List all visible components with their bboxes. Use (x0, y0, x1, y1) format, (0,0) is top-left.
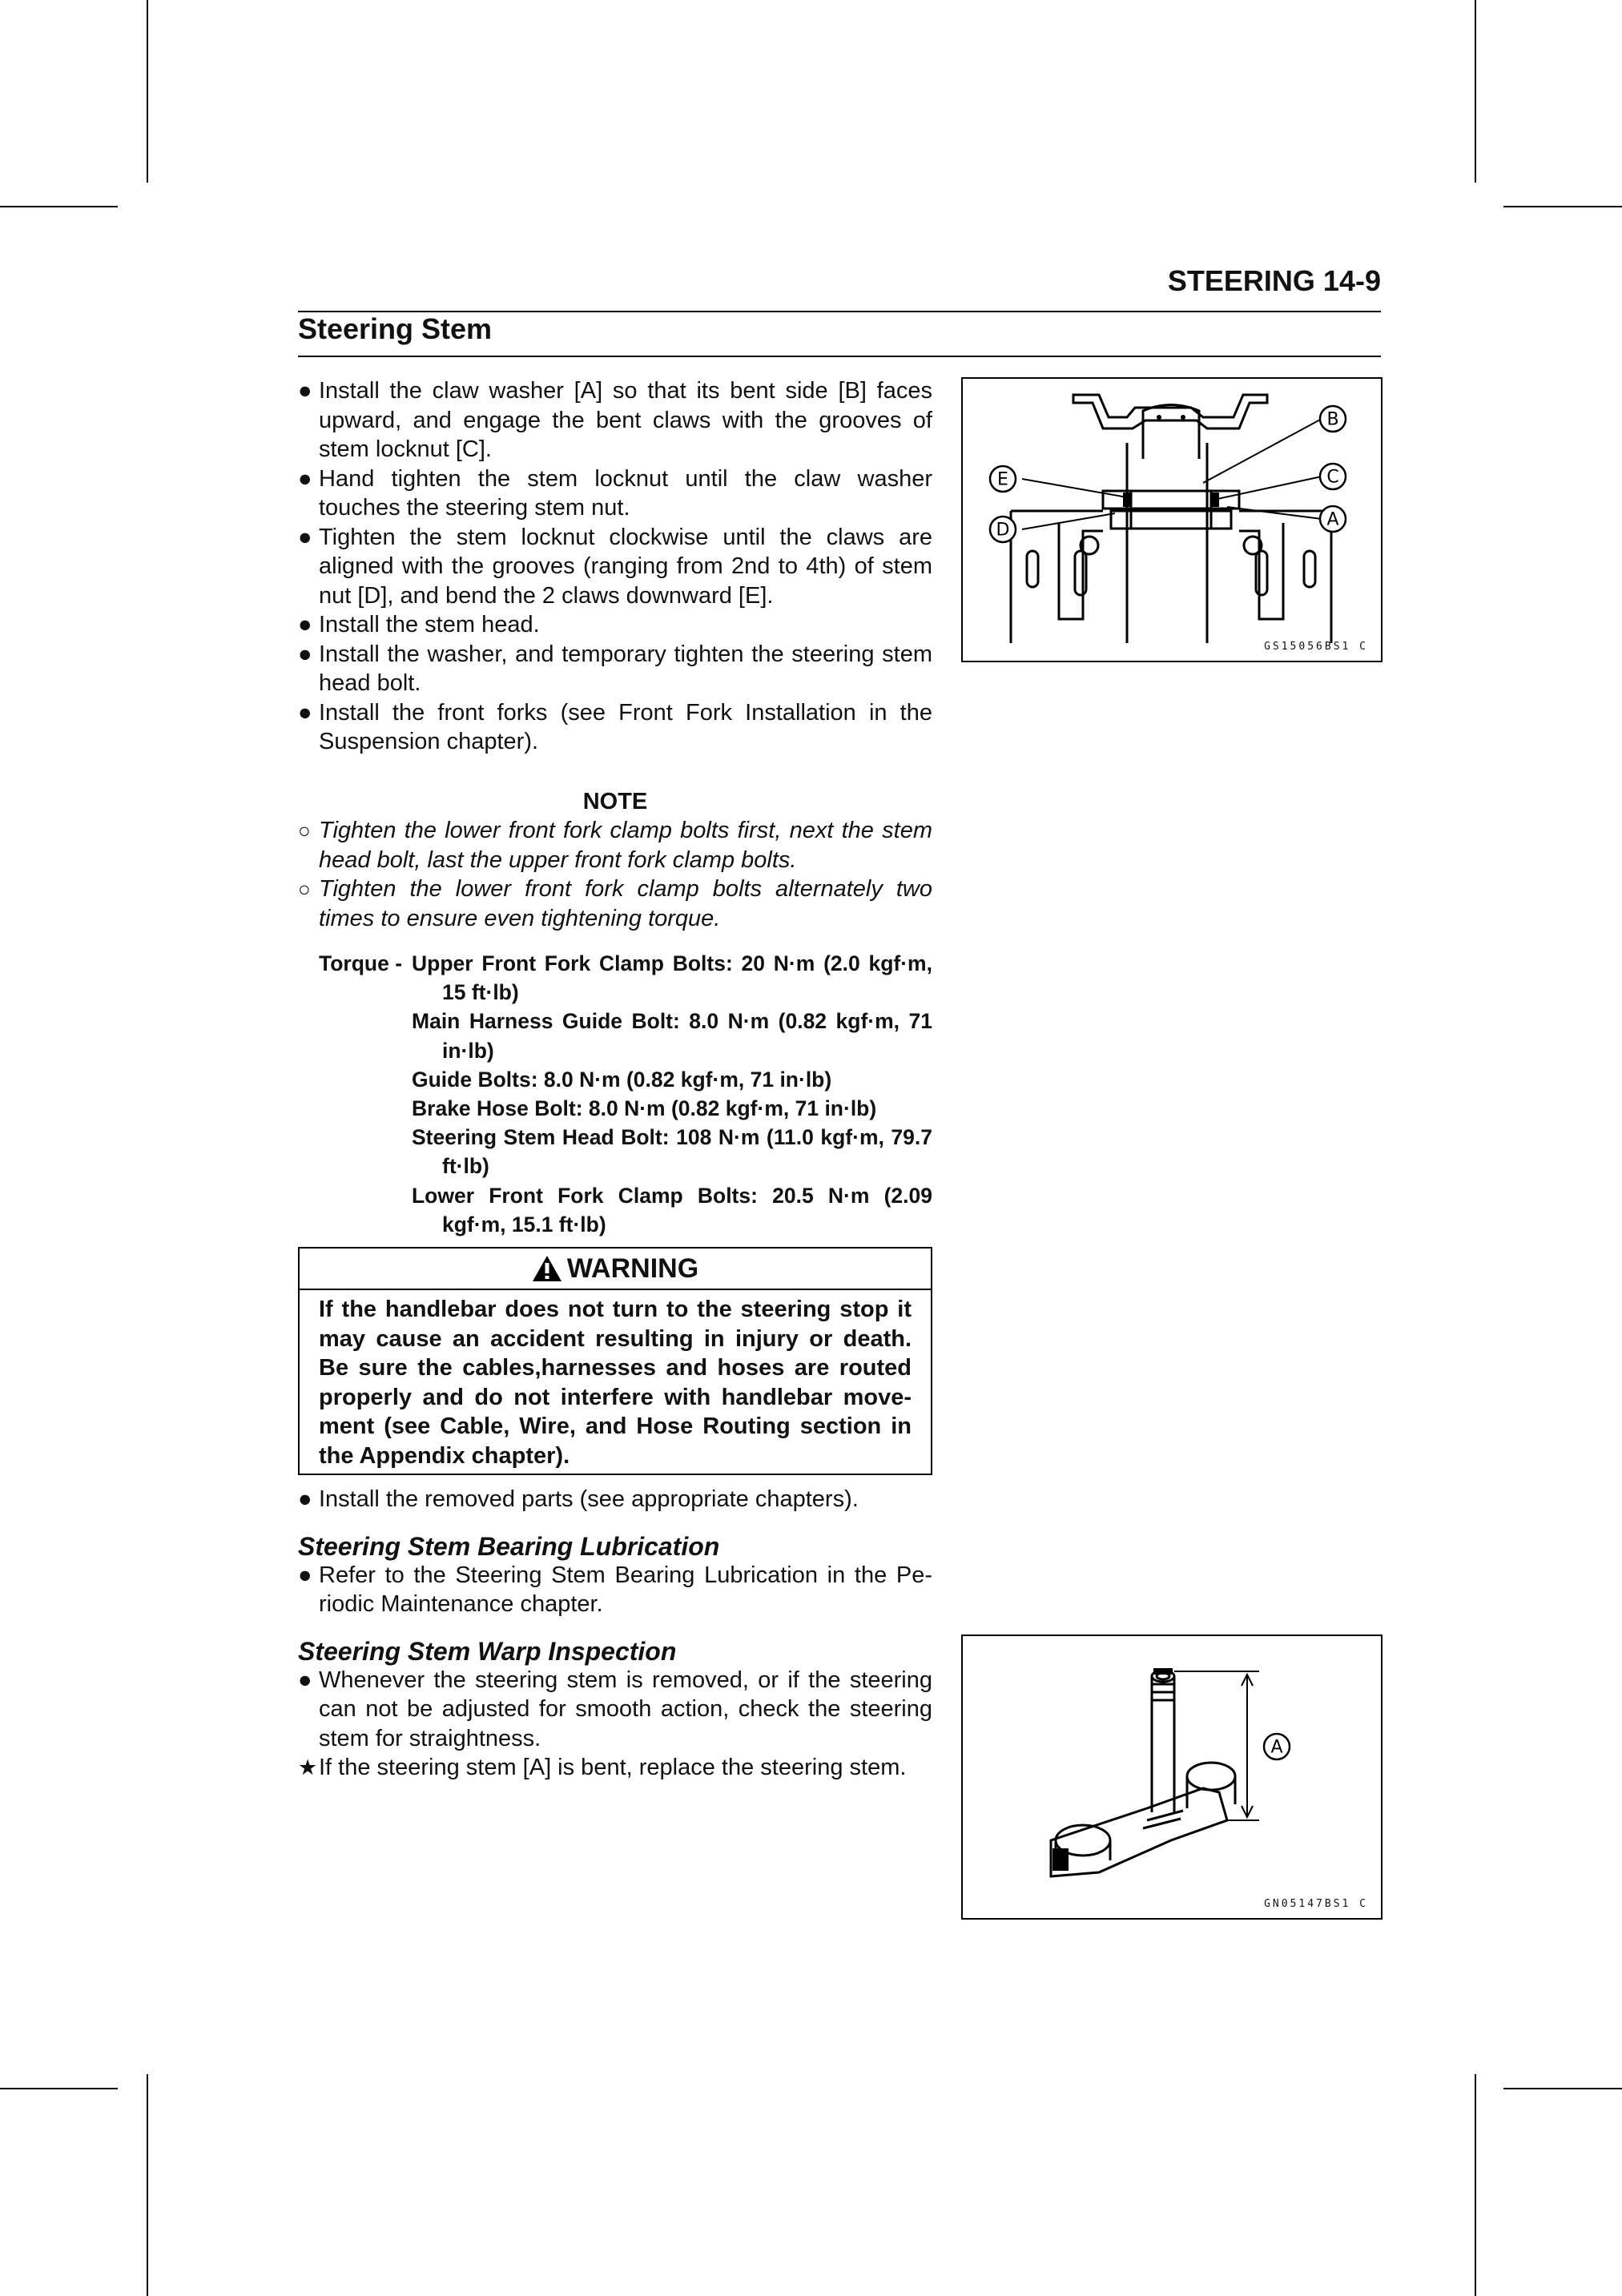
callout-label: B (1326, 409, 1339, 430)
callout-label: E (997, 469, 1008, 490)
stem-locknut-diagram (963, 379, 1381, 661)
torque-item: Steering Stem Head Bolt: 108 N·m (11.0 kgf·m, 79.7 ft·lb) (412, 1125, 932, 1179)
list-item: ● Install the front forks (see Front Fork Installation in the Suspension chapter). (298, 699, 932, 754)
crop-mark (0, 2088, 118, 2089)
warning-box (298, 1247, 932, 1475)
note-title: NOTE (582, 788, 648, 814)
list-item: ● Refer to the Steering Stem Bearing Lubrication in the Pe-riodic Maintenance chapter. (298, 1562, 932, 1618)
figure-stem-locknut (961, 377, 1383, 662)
bullet-icon: ● (298, 1486, 312, 1513)
circle-bullet-icon: ○ (298, 877, 311, 901)
after-warning-list (298, 1485, 932, 1514)
torque-specs (319, 949, 932, 1239)
list-item: ★ If the steering stem [A] is bent, replace the steering stem. (298, 1753, 932, 1783)
list-item: ● Install the stem head. (298, 610, 932, 640)
bullet-icon: ● (298, 1562, 312, 1588)
figure-steering-stem (961, 1635, 1383, 1920)
bullet-icon: ● (298, 1667, 312, 1693)
crop-mark (1475, 2074, 1476, 2296)
warning-triangle-icon (532, 1255, 562, 1282)
circle-bullet-icon: ○ (298, 818, 311, 842)
list-item: ● Install the washer, and temporary tighten the steering stem head bolt. (298, 641, 932, 696)
list-item: ● Install the claw washer [A] so that its bent side [B] faces upward, and engage the bent claws with the grooves of stem locknut [C]. (298, 378, 932, 462)
page-header: STEERING 14-9 (1167, 264, 1381, 297)
section-title: Steering Stem (298, 312, 493, 345)
callout-label: A (1326, 509, 1339, 530)
crop-mark (1475, 0, 1476, 183)
crop-mark (1503, 2088, 1622, 2089)
torque-item: Lower Front Fork Clamp Bolts: 20.5 N·m (2.09 kgf·m, 15.1 ft·lb) (412, 1183, 932, 1236)
section-rule (298, 356, 1381, 357)
list-item: ● Tighten the stem locknut clockwise until the claws are aligned with the grooves (ranging from 2nd to 4th) of stem nut [D], and bend the 2 claws downward [E]. (298, 524, 932, 609)
lubrication-title: Steering Stem Bearing Lubrication (298, 1531, 720, 1561)
lubrication-list (298, 1561, 932, 1619)
torque-item: Guide Bolts: 8.0 N·m (0.82 kgf·m, 71 in·lb) (412, 1067, 832, 1092)
bullet-icon: ● (298, 465, 312, 492)
figure-code: GS15056BS1 C (1264, 641, 1368, 653)
warp-title: Steering Stem Warp Inspection (298, 1636, 677, 1666)
callout-label: A (1270, 1737, 1283, 1758)
crop-mark (1503, 206, 1622, 207)
warning-text: If the handlebar does not turn to the steering stop it may cause an accident resulting in injury or death. Be sure the cables,harnesses and hoses are routed properly and do not interfere with handlebar move-ment (see Cable, Wire, and Hose Routing section in the Appendix chapter). (319, 1297, 912, 1469)
torque-label: Torque - (319, 951, 403, 975)
note-list (298, 816, 932, 933)
warning-title: WARNING (566, 1253, 699, 1285)
list-item: ● Install the removed parts (see appropriate chapters). (298, 1485, 932, 1514)
note-item: ○ Tighten the lower front fork clamp bolts first, next the stem head bolt, last the upper front fork clamp bolts. (298, 818, 932, 873)
torque-item: Upper Front Fork Clamp Bolts: 20 N·m (2.0 kgf·m, 15 ft·lb) (412, 951, 932, 1005)
bullet-icon: ● (298, 378, 312, 404)
crop-mark (147, 2074, 148, 2296)
list-item: ● Whenever the steering stem is removed, or if the steering can not be adjusted for smooth action, check the steering stem for straightness. (298, 1667, 932, 1751)
torque-item: Brake Hose Bolt: 8.0 N·m (0.82 kgf·m, 71 in·lb) (412, 1096, 877, 1121)
crop-mark (147, 0, 148, 183)
bullet-icon: ● (298, 641, 312, 667)
bullet-icon: ● (298, 524, 312, 550)
crop-mark (0, 206, 118, 207)
steering-stem-diagram (963, 1636, 1381, 1918)
bullet-icon: ● (298, 612, 312, 637)
list-item: ● Hand tighten the stem locknut until the claw washer touches the steering stem nut. (298, 465, 932, 521)
figure-code: GN05147BS1 C (1264, 1898, 1368, 1910)
warp-list (298, 1666, 932, 1783)
warning-header (300, 1249, 931, 1290)
bullet-icon: ● (298, 699, 312, 726)
install-steps (298, 376, 932, 757)
main-column (298, 376, 932, 1783)
note-item: ○ Tighten the lower front fork clamp bolts alternately two times to ensure even tightening torque. (298, 876, 932, 931)
star-icon: ★ (298, 1755, 318, 1780)
callout-label: D (996, 520, 1010, 541)
callout-label: C (1326, 467, 1339, 488)
torque-item: Main Harness Guide Bolt: 8.0 N·m (0.82 kgf·m, 71 in·lb) (412, 1009, 932, 1063)
